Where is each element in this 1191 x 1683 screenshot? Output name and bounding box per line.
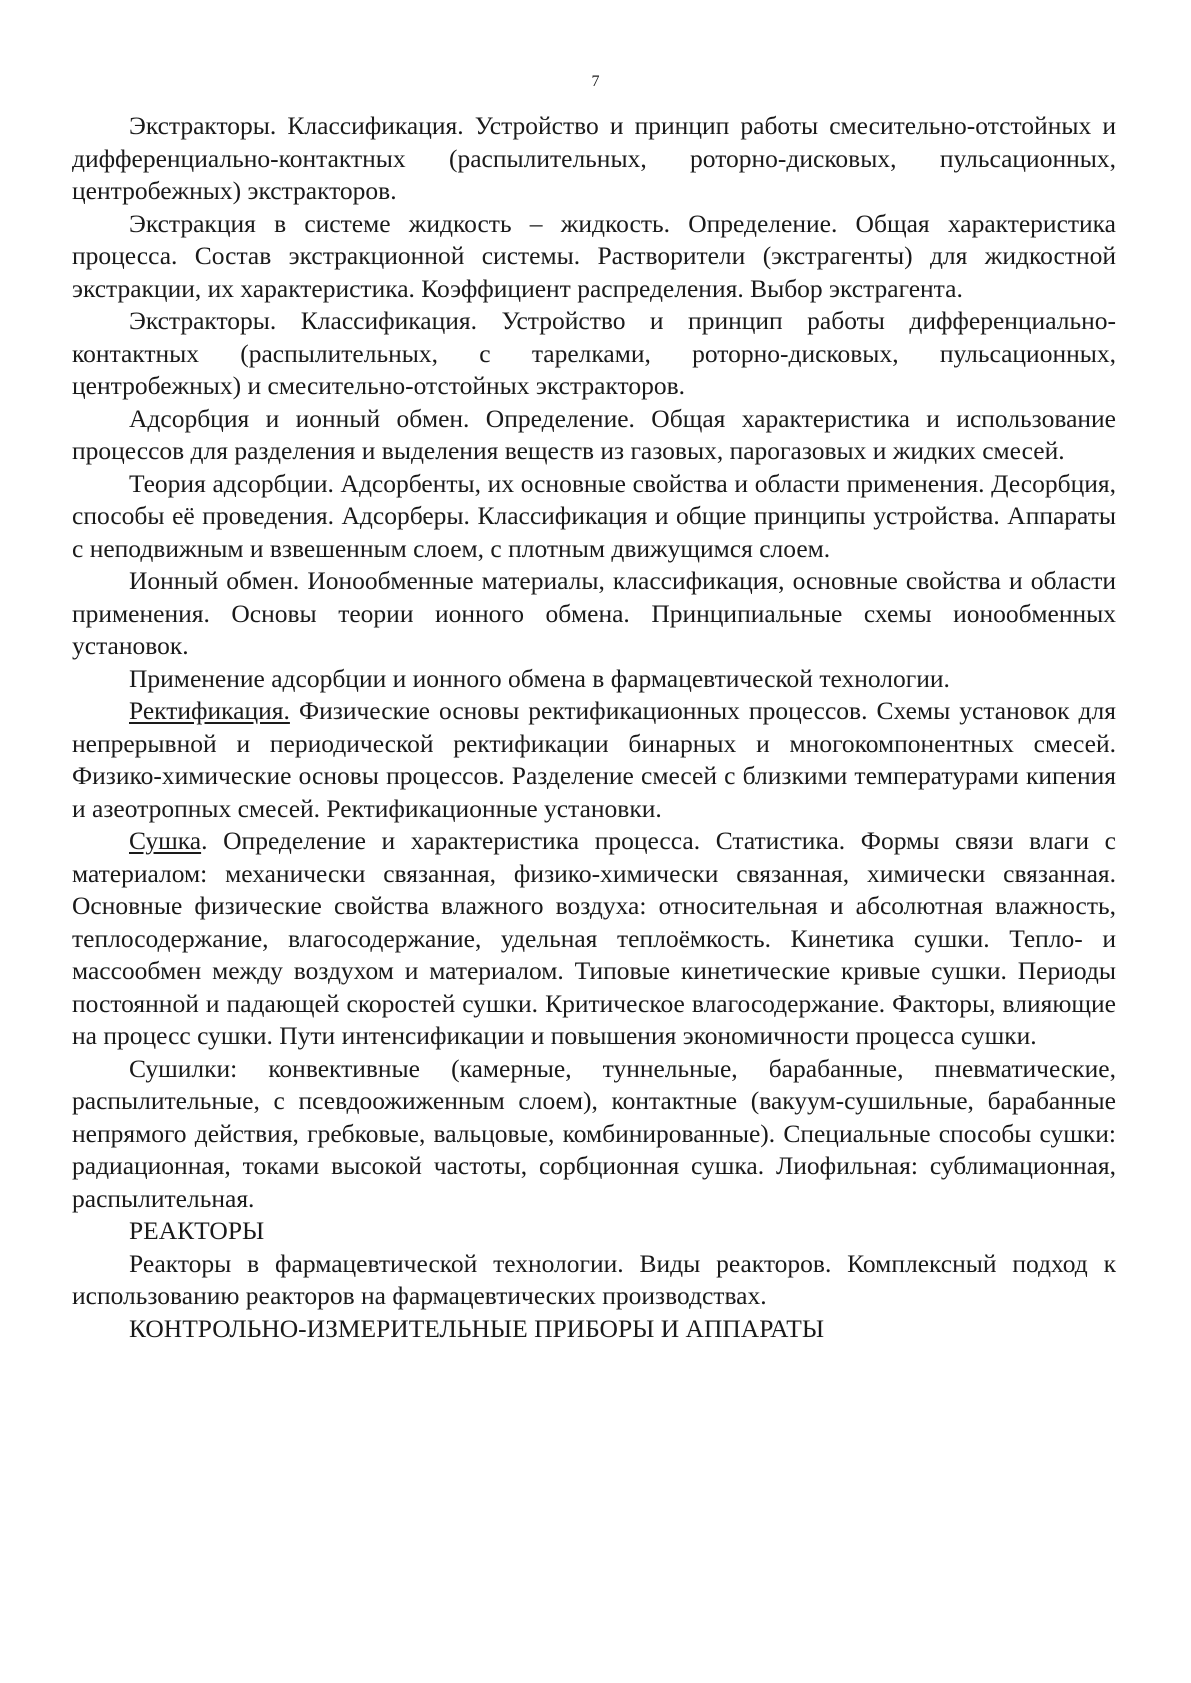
- paragraph-extractors-classification: [72, 110, 1116, 208]
- paragraph-adsorption-theory: [72, 468, 1116, 566]
- paragraph-text: Экстракторы. Классификация. Устройство и принцип работы смесительно-отстойных и дифференциально-контактных (распылительных, роторно-дисковых, пульсационных, центробежных) экстракторов.: [72, 111, 1116, 205]
- heading-text: РЕАКТОРЫ: [129, 1216, 265, 1245]
- paragraph-text: Физические основы ректификационных процессов. Схемы установок для непрерывной и периодической ректификации бинарных и многокомпонентных смесей. Физико-химические основы процессов. Разделение смесей с близкими температурами кипения и азеотропных смесей. Ректификационные установки.: [72, 696, 1116, 823]
- paragraph-text: Ионный обмен. Ионообменные материалы, классификация, основные свойства и области применения. Основы теории ионного обмена. Принципиальные схемы ионообменных установок.: [72, 566, 1116, 660]
- paragraph-ion-exchange: [72, 565, 1116, 663]
- paragraph-text: Адсорбция и ионный обмен. Определение. Общая характеристика и использование процессов для разделения и выделения веществ из газовых, парогазовых и жидких смесей.: [72, 403, 1116, 465]
- paragraph-text: Сушилки: конвективные (камерные, туннельные, барабанные, пневматические, распылительные, с псевдоожиженным слоем), контактные (вакуум-сушильные, барабанные непрямого действия, гребковые, вальцовые, комбинированные). Специальные способы сушки: радиационная, токами высокой частоты, сорбционная сушка. Лиофильная: сублимационная, распылительная.: [72, 1053, 1116, 1213]
- paragraph-liquid-extraction: [72, 208, 1116, 306]
- paragraph-adsorption-application: [72, 663, 1116, 696]
- paragraph-text: Экстракторы. Классификация. Устройство и принцип работы дифференциально-контактных (распылительных, с тарелками, роторно-дисковых, пульсационных, центробежных) и смесительно-отстойных экстракторов.: [72, 306, 1116, 400]
- paragraph-text: . Определение и характеристика процесса. Статистика. Формы связи влаги с материалом: механически связанная, физико-химически связанная, химически связанная. Основные физические свойства влажного воздуха: относительная и абсолютная влажность, теплосодержание, влагосодержание, удельная теплоёмкость. Кинетика сушки. Тепло- и массообмен между воздухом и материалом. Типовые кинетические кривые сушки. Периоды постоянной и падающей скоростей сушки. Критическое влагосодержание. Факторы, влияющие на процесс сушки. Пути интенсификации и повышения экономичности процесса сушки.: [72, 826, 1116, 1050]
- heading-text: КОНТРОЛЬНО-ИЗМЕРИТЕЛЬНЫЕ ПРИБОРЫ И АППАРАТЫ: [129, 1313, 825, 1343]
- document-body: [72, 110, 1116, 1345]
- section-heading-reactors: [72, 1215, 1116, 1248]
- section-heading-instruments: [72, 1313, 1116, 1346]
- paragraph-rectification: [72, 695, 1116, 825]
- paragraph-text: Экстракция в системе жидкость – жидкость. Определение. Общая характеристика процесса. Состав экстракционной системы. Растворители (экстрагенты) для жидкостной экстракции, их характеристика. Коэффициент распределения. Выбор экстрагента.: [72, 208, 1116, 303]
- paragraph-adsorption-ion-exchange: [72, 403, 1116, 468]
- paragraph-text: Реакторы в фармацевтической технологии. Виды реакторов. Комплексный подход к использованию реакторов на фармацевтических производствах.: [72, 1248, 1116, 1310]
- paragraph-drying: [72, 825, 1116, 1053]
- paragraph-text: Применение адсорбции и ионного обмена в фармацевтической технологии.: [129, 663, 950, 693]
- rectification-heading: Ректификация.: [129, 696, 290, 725]
- paragraph-reactors: [72, 1248, 1116, 1313]
- paragraph-text: Теория адсорбции. Адсорбенты, их основные свойства и области применения. Десорбция, способы её проведения. Адсорберы. Классификация и общие принципы устройства. Аппараты с неподвижным и взвешенным слоем, с плотным движущимся слоем.: [72, 468, 1116, 563]
- page-number: 7: [591, 73, 600, 90]
- paragraph-dryers: [72, 1053, 1116, 1216]
- paragraph-extractors-devices: [72, 305, 1116, 403]
- drying-heading: Сушка: [129, 826, 202, 855]
